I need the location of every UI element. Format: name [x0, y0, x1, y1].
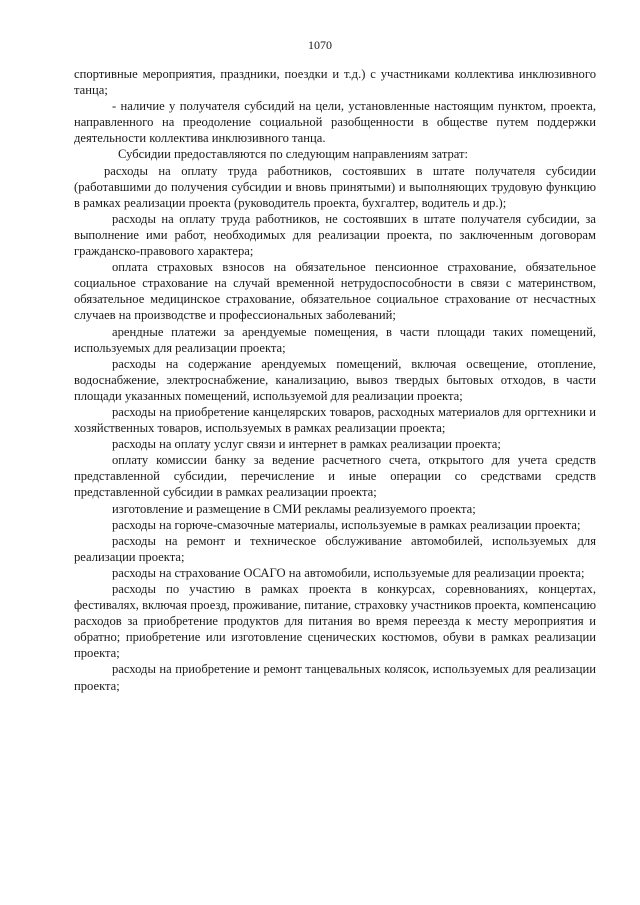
- paragraph-expense-insurance: оплата страховых взносов на обязательное пенсионное страхование, обязательное социальное страхование на случай временной нетрудоспособности в связи с материнством, обязательное медицинское страхование, обязательное социальное страхование от несчастных случаев на производстве и профессиональных заболеваний;: [74, 260, 596, 323]
- page-number: 1070: [308, 38, 332, 52]
- paragraph-expense-stationery: расходы на приобретение канцелярских товаров, расходных материалов для оргтехники и хозяйственных товаров, используемых в рамках реализации проекта;: [74, 404, 596, 436]
- paragraph-expense-communication: расходы на оплату услуг связи и интернет в рамках реализации проекта;: [112, 437, 501, 452]
- paragraph-expense-wheelchairs: расходы на приобретение и ремонт танцевальных колясок, используемых для реализации проекта;: [74, 662, 596, 693]
- paragraph-condition: - наличие у получателя субсидий на цели, установленные настоящим пунктом, проекта, направленного на преодоление социальной разобщенности в обществе путем поддержки деятельности коллектива инклюзивного танца.: [74, 99, 596, 146]
- paragraph-expense-fuel: расходы на горюче-смазочные материалы, используемые в рамках реализации проекта;: [112, 517, 581, 532]
- paragraph-expense-competitions: расходы по участию в рамках проекта в конкурсах, соревнованиях, концертах, фестивалях, включая проезд, проживание, питание, страховку участников проекта, компенсацию расходов за приобретение продуктов для питания во время переезда к месту мероприятия и обратно; приобретение или изготовление сценических костюмов, обуви в рамках реализации проекта;: [74, 582, 596, 661]
- paragraph-expense-maintenance: расходы на содержание арендуемых помещений, включая освещение, отопление, водоснабжение, электроснабжение, канализацию, вывоз твердых бытовых отходов, в части площади указанных помещений, используемой для реализации проекта;: [74, 356, 596, 403]
- paragraph-expense-staff-wages: расходы на оплату труда работников, состоявших в штате получателя субсидии (работавшими до получения субсидии и вновь принятыми) и выполняющих трудовую функцию в рамках реализации проекта (руководитель проекта, бухгалтер, водитель и др.);: [74, 163, 596, 210]
- paragraph-continuation: спортивные мероприятия, праздники, поездки и т.д.) с участниками коллектива инклюзивного танца;: [74, 67, 596, 98]
- paragraph-expense-contract-wages: расходы на оплату труда работников, не состоявших в штате получателя субсидии, за выполнение ими работ, необходимых для реализации проекта, по заключенным договорам гражданско-правового характера;: [74, 211, 596, 259]
- paragraph-expense-heading: Субсидии предоставляются по следующим направлениям затрат:: [118, 147, 469, 162]
- document-body: [74, 66, 596, 694]
- paragraph-expense-advertising: изготовление и размещение в СМИ рекламы реализуемого проекта;: [112, 501, 476, 516]
- paragraph-expense-osago: расходы на страхование ОСАГО на автомобили, используемые для реализации проекта;: [112, 565, 585, 580]
- paragraph-expense-rent: арендные платежи за арендуемые помещения, в части площади таких помещений, используемых для реализации проекта;: [74, 324, 596, 355]
- paragraph-expense-bank-fee: оплату комиссии банку за ведение расчетного счета, открытого для учета средств представленной субсидии, перечисление и иные операции со средствами средств представленной субсидии в рамках реализации проекта;: [74, 453, 596, 500]
- paragraph-expense-vehicle-repair: расходы на ремонт и техническое обслуживание автомобилей, используемых для реализации проекта;: [74, 533, 596, 564]
